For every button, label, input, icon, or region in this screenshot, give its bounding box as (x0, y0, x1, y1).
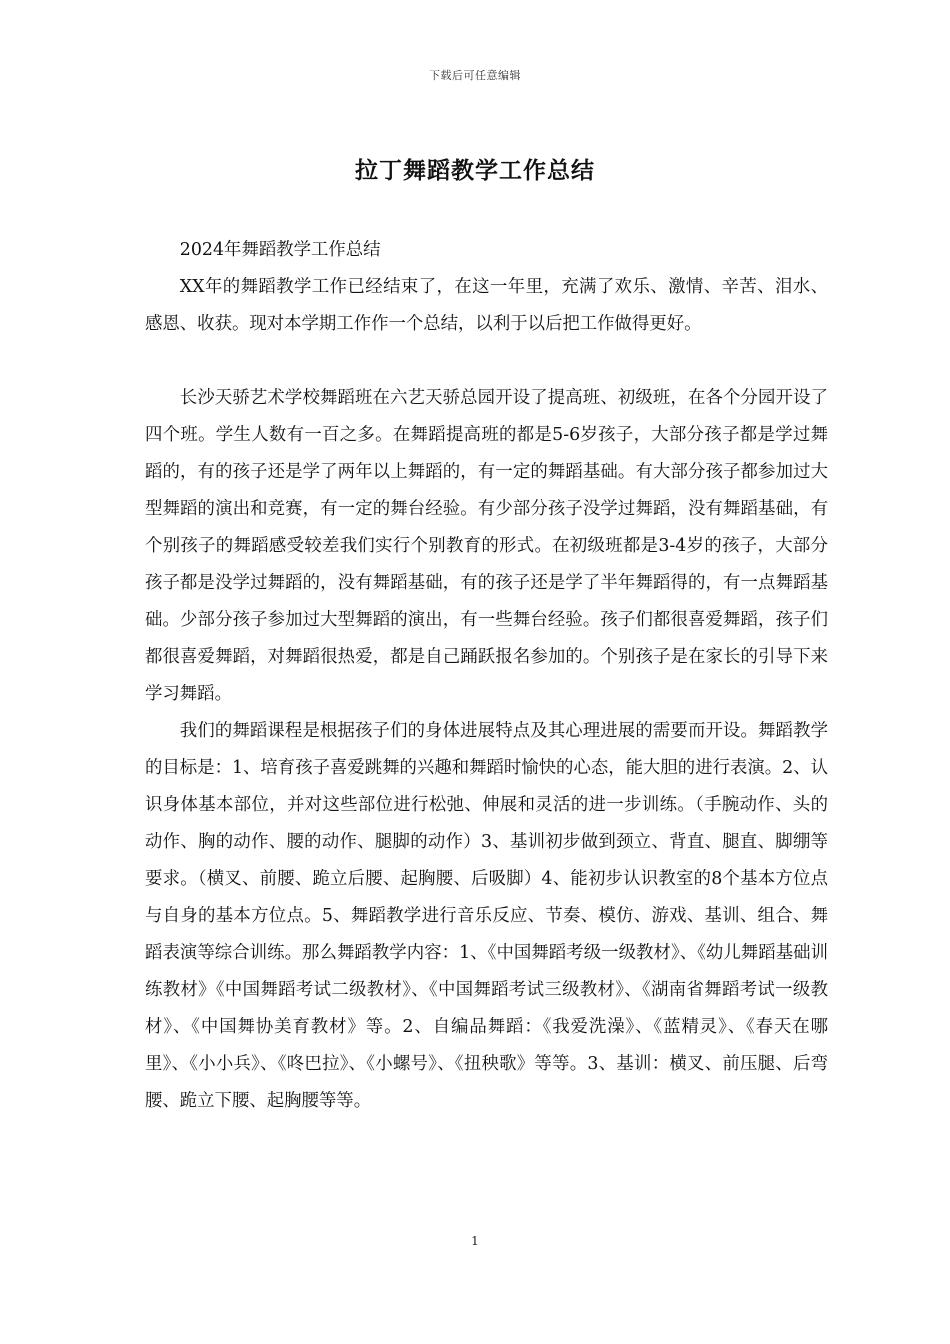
curriculum-paragraph: 我们的舞蹈课程是根据孩子们的身体进展特点及其心理进展的需要而开设。舞蹈教学的目标是：1、培育孩子喜爱跳舞的兴趣和舞蹈时愉快的心态，能大胆的进行表演。2、认识身体基本部位，并对这些部位进行松弛、伸展和灵活的进一步训练。（手腕动作、头的动作、胸的动作、腰的动作、腿脚的动作）3、基训初步做到颈立、背直、腿直、脚绷等要求。（横叉、前腰、跪立后腰、起胸腰、后吸脚）4、能初步认识教室的8个基本方位点与自身的基本方位点。5、舞蹈教学进行音乐反应、节奏、模仿、游戏、基训、组合、舞蹈表演等综合训练。那么舞蹈教学内容：1、《中国舞蹈考级一级教材》、《幼儿舞蹈基础训练教材》《中国舞蹈考试二级教材》、《中国舞蹈考试三级教材》、《湖南省舞蹈考试一级教材》、《中国舞协美育教材》等。2、自编品舞蹈：《我爱洗澡》、《蓝精灵》、《春天在哪里》、《小小兵》、《咚巴拉》、《小螺号》、《扭秧歌》等等。3、基训：横叉、前压腿、后弯腰、跪立下腰、起胸腰等等。 (145, 721, 828, 1111)
subtitle-paragraph: 2024年舞蹈教学工作总结 (179, 240, 381, 260)
intro-paragraph: XX年的舞蹈教学工作已经结束了，在这一年里，充满了欢乐、激情、辛苦、泪水、感恩、收获。现对本学期工作作一个总结，以利于以后把工作做得更好。 (145, 277, 828, 334)
main-body-block (145, 380, 828, 1120)
students-paragraph: 长沙天骄艺术学校舞蹈班在六艺天骄总园开设了提高班、初级班，在各个分园开设了四个班。学生人数有一百之多。在舞蹈提高班的都是5-6岁孩子，大部分孩子都是学过舞蹈的，有的孩子还是学了两年以上舞蹈的，有一定的舞蹈基础。有大部分孩子都参加过大型舞蹈的演出和竞赛，有一定的舞台经验。有少部分孩子没学过舞蹈，没有舞蹈基础，有个别孩子的舞蹈感受较差我们实行个别教育的形式。在初级班都是3-4岁的孩子，大部分孩子都是没学过舞蹈的，没有舞蹈基础，有的孩子还是学了半年舞蹈得的，有一点舞蹈基础。少部分孩子参加过大型舞蹈的演出，有一些舞台经验。孩子们都很喜爱舞蹈，孩子们都很喜爱舞蹈，对舞蹈很热爱，都是自己踊跃报名参加的。个别孩子是在家长的引导下来学习舞蹈。 (145, 388, 828, 704)
header-note: 下载后可任意编辑 (429, 69, 521, 82)
intro-block (145, 232, 828, 343)
document-title: 拉丁舞蹈教学工作总结 (355, 157, 595, 184)
page-number: 1 (471, 1234, 479, 1248)
